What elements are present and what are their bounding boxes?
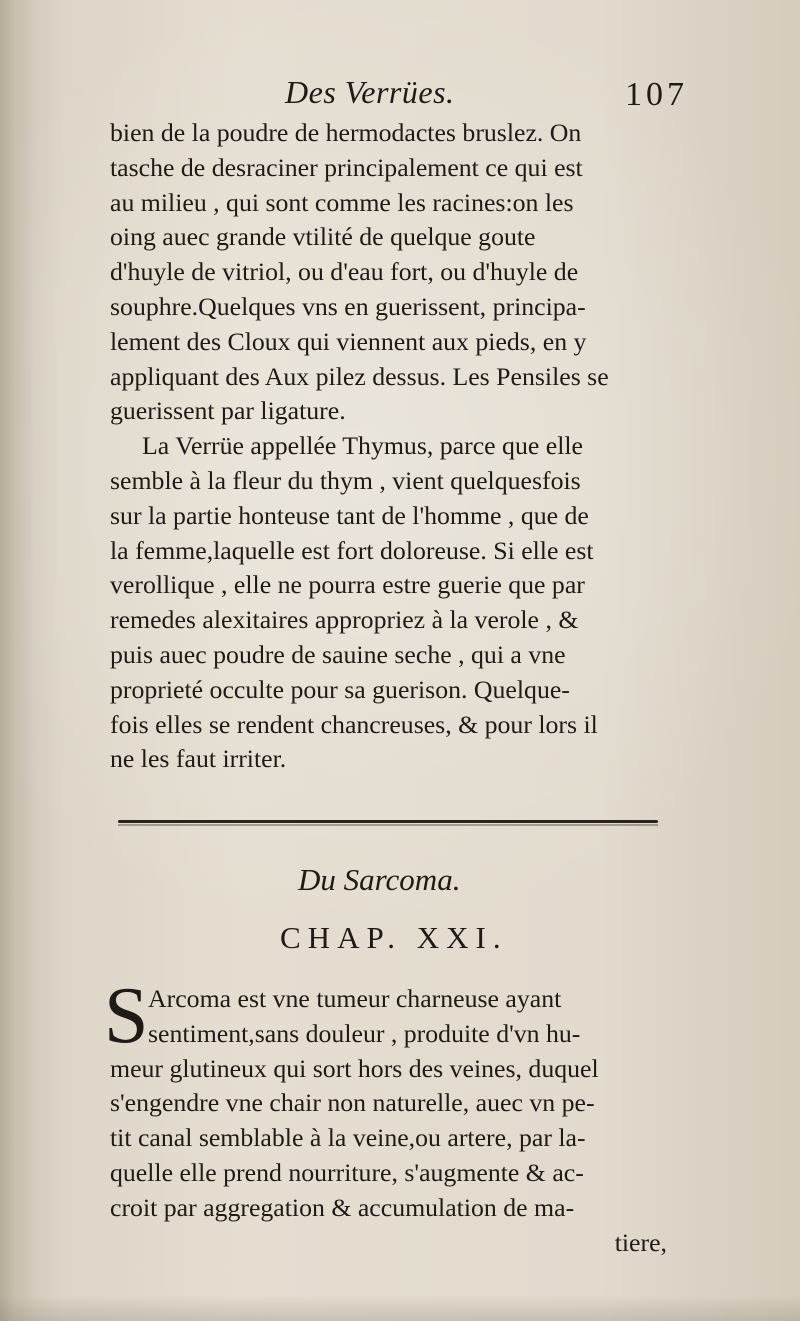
page-header <box>110 72 690 116</box>
text-line: s'engendre vne chair non naturelle, auec vn pe- <box>110 1088 595 1118</box>
text-line: tasche de desraciner principalement ce qui est <box>110 152 583 182</box>
text-line: verollique , elle ne pourra estre guerie que par <box>110 570 585 600</box>
text-line: puis auec poudre de sauine seche , qui a vne <box>110 639 566 669</box>
divider-shadow <box>118 824 658 826</box>
text-line: la femme,laquelle est fort doloreuse. Si elle est <box>110 535 594 565</box>
divider-bar <box>118 820 658 823</box>
text-line: sur la partie honteuse tant de l'homme , que de <box>110 500 589 530</box>
page-number: 107 <box>625 76 688 113</box>
section-title: Du Sarcoma. <box>298 862 461 897</box>
text-line: bien de la poudre de hermodactes bruslez. On <box>110 118 582 147</box>
section-divider-rule <box>118 818 658 828</box>
text-line: d'huyle de vitriol, ou d'eau fort, ou d'huyle de <box>110 257 579 287</box>
text-line: souphre.Quelques vns en guerissent, principa- <box>110 291 586 321</box>
text-line: oing auec grande vtilité de quelque goute <box>110 222 536 252</box>
page-bottom-shadow <box>0 1295 800 1321</box>
body-text-bottom <box>110 982 695 1260</box>
text-line: lement des Cloux qui viennent aux pieds, en y <box>110 326 587 356</box>
text-line: guerissent par ligature. <box>110 396 346 426</box>
running-head: Des Verrües. <box>285 74 455 110</box>
body-text-top <box>110 116 695 777</box>
text-line: meur glutineux qui sort hors des veines, duquel <box>110 1053 599 1083</box>
text-line: fois elles se rendent chancreuses, & pour lors il <box>110 709 598 739</box>
text-line: tit canal semblable à la veine,ou artere, par la- <box>110 1123 586 1153</box>
drop-cap: S <box>104 972 149 1060</box>
text-line: semble à la fleur du thym , vient quelquesfois <box>110 465 581 495</box>
text-line: proprieté occulte pour sa guerison. Quelque- <box>110 674 570 704</box>
text-line: remedes alexitaires appropriez à la verole , & <box>110 605 579 635</box>
text-line: quelle elle prend nourriture, s'augmente & ac- <box>110 1157 584 1187</box>
text-line: au milieu , qui sont comme les racines:on les <box>110 187 574 217</box>
catchword: tiere, <box>614 1227 667 1257</box>
text-line: ne les faut irriter. <box>110 744 287 774</box>
text-line: croit par aggregation & accumulation de ma- <box>110 1192 575 1222</box>
text-line-indented: La Verrüe appellée Thymus, parce que elle <box>142 431 583 461</box>
text-line: appliquant des Aux pilez dessus. Les Pensiles se <box>110 361 609 391</box>
chapter-heading: CHAP. XXI. <box>280 920 508 955</box>
text-line-dropcap: sentiment,sans douleur , produite d'vn hu- <box>148 1018 581 1048</box>
page-gutter-shadow <box>0 0 34 1321</box>
text-line-dropcap: Arcoma est vne tumeur charneuse ayant <box>148 984 562 1013</box>
